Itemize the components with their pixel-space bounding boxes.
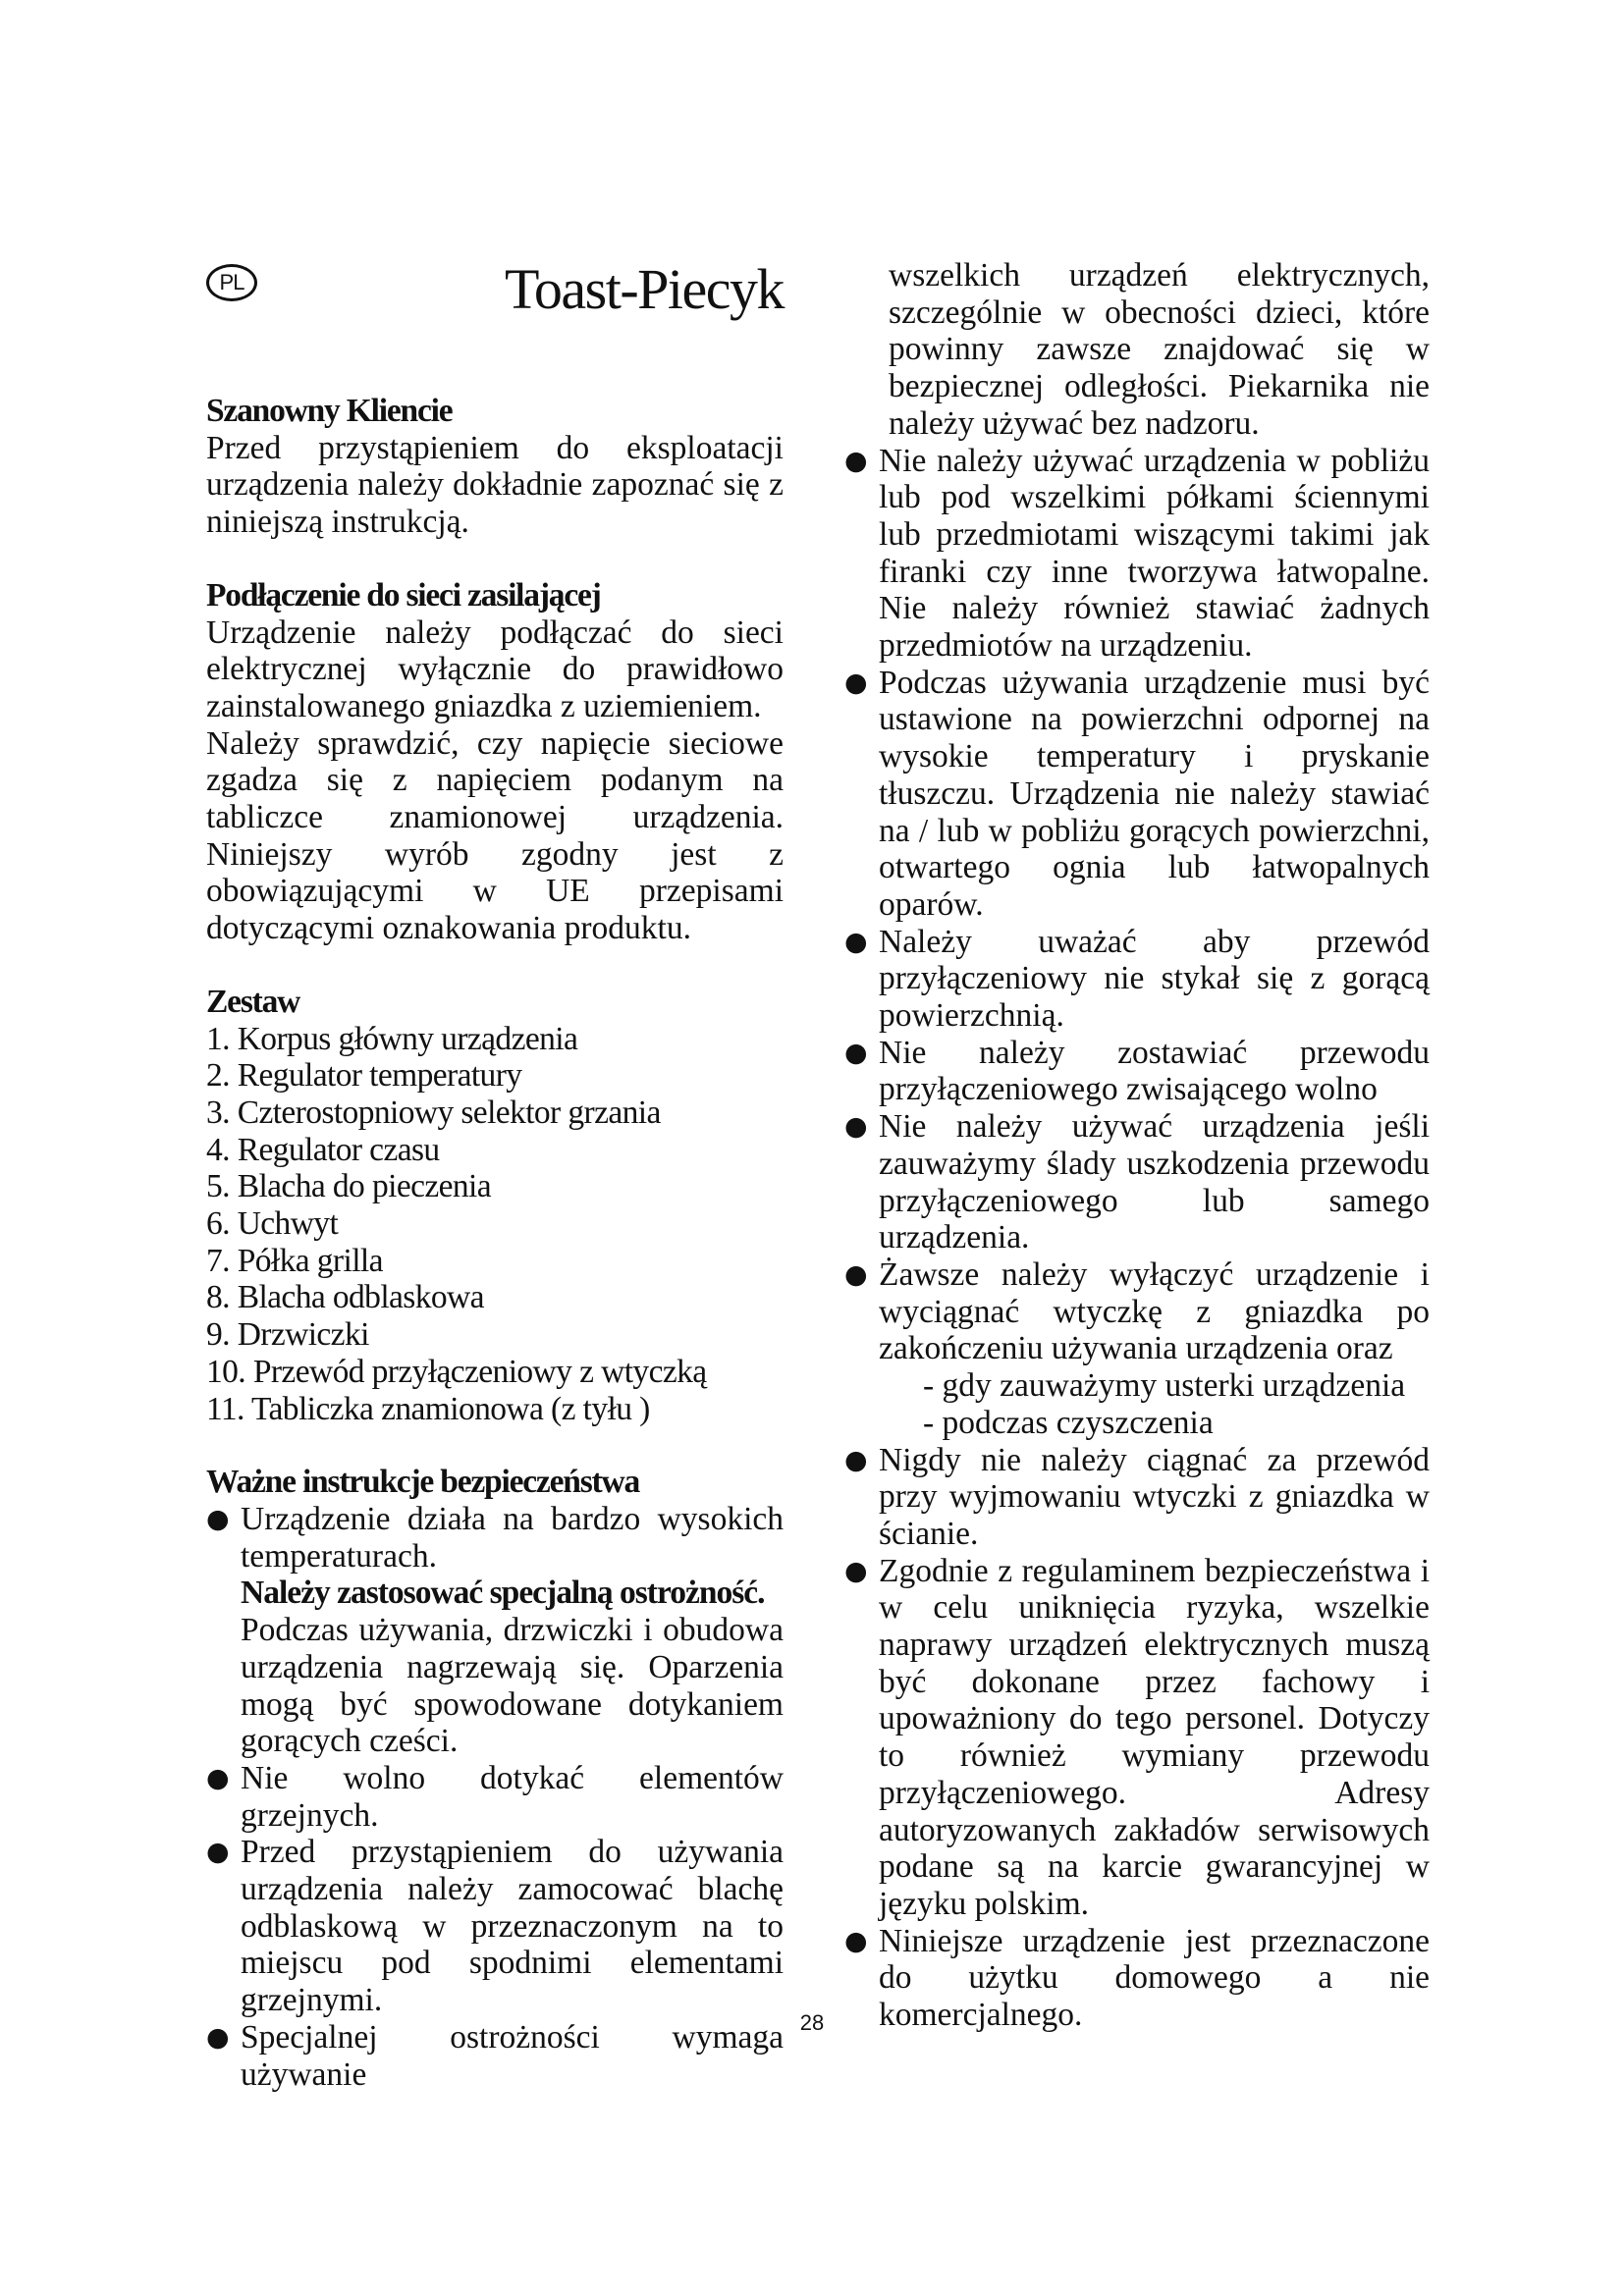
bullet-text: ● Nie wolno dotykać elementów grzejnych. [241, 1759, 784, 1834]
kit-item: 11. Tabliczka znamionowa (z tyłu ) [206, 1390, 650, 1427]
kit-item: 3. Czterostopniowy selektor grzania [206, 1094, 661, 1131]
safety-bullet [844, 924, 1430, 1035]
right-column [844, 257, 1430, 2034]
safety-heading: Ważne instrukcje bezpieczeństwa [206, 1464, 640, 1501]
kit-item: 4. Regulator czasu [206, 1131, 440, 1168]
kit-item: 1. Korpus główny urządzenia [206, 1020, 578, 1057]
kit-list [206, 1021, 784, 1428]
kit-item: 7. Półka grilla [206, 1242, 383, 1279]
language-badge: PL [206, 264, 257, 301]
kit-item: 6. Uchwyt [206, 1205, 339, 1243]
kit-item: 10. Przewód przyłączeniowy z wtyczką [206, 1353, 707, 1390]
power-text-2: Należy sprawdzić, czy napięcie sieciowe zgadza się z napięciem podanym na tabliczce znamionowej urządzenia. Niniejszy wyrób zgodny jest z obowiązującymi w UE przepisami dotyczącymi oznakowania produktu. [206, 724, 784, 947]
safety-bullet [206, 1834, 784, 2019]
bullet-text: ● Żawsze należy wyłączyć urządzenie i wyciągnać wtyczkę z gniazdka po zakończeniu używania urządzenia oraz [879, 1255, 1430, 1367]
safety-bullet [844, 1035, 1430, 1108]
bullet-text: ● Nie należy używać urządzenia w pobliżu lub pod wszelkimi półkami ściennymi lub przedmiotami wiszącymi takimi jak firanki czy inne tworzywa łatwopalne. Nie należy również stawiać żadnych przedmiotów na urządzeniu. [879, 442, 1430, 665]
safety-bullet [206, 1760, 784, 1834]
left-column [206, 257, 784, 2093]
bullet-text: ● Podczas używania urządzenie musi być ustawione na powierzchni odpornej na wysokie temperatury i pryskanie tłuszczu. Urządzenia nie należy stawiać na / lub w pobliżu gorących powierzchni, otwartego ognia lub łatwopalnych oparów. [879, 664, 1430, 923]
page-title: Toast-Piecyk [505, 257, 784, 321]
bullet-text: ● Zgodnie z regulaminem bezpieczeństwa i w celu uniknięcia ryzyka, wszelkie naprawy urządzeń elektrycznych muszą być dokonane przez fachowy i upoważniony do tego personel. Dotyczy to również wymiany przewodu przyłączeniowego. Adresy autoryzowanych zakładów serwisowych podane są na karcie gwarancyjnej w języku polskim. [879, 1552, 1430, 1922]
kit-item: 5. Blacha do pieczenia [206, 1168, 492, 1205]
bullet-warning: Należy zastosować specjalną ostrożność. [241, 1575, 765, 1612]
bullet-subitem: - podczas czyszczenia [923, 1404, 1214, 1441]
safety-bullet [844, 443, 1430, 665]
page-number: 28 [799, 2010, 825, 2035]
bullet-text: ● Przed przystąpieniem do używania urządzenia należy zamocować blachę odblaskową w przeznaczonym na to miejscu pod spodnimi elementami grzejnymi. [241, 1834, 784, 2019]
bullet-text: ● Nigdy nie należy ciągnać za przewód przy wyjmowaniu wtyczki z gniazdka w ścianie. [879, 1441, 1430, 1552]
safety-bullet [844, 1108, 1430, 1256]
bullet-text: ● Nie należy zostawiać przewodu przyłączeniowego zwisającego wolno [879, 1034, 1430, 1108]
kit-item: 9. Drzwiczki [206, 1316, 369, 1354]
safety-bullet [844, 1256, 1430, 1442]
intro-heading: Szanowny Kliencie [206, 393, 453, 429]
safety-bullet [844, 1442, 1430, 1553]
bullet-text: ● Nie należy używać urządzenia jeśli zauważymy ślady uszkodzenia przewodu przyłączeniowego lub samego urządzenia. [879, 1108, 1430, 1256]
bullet-text: ● Niniejsze urządzenie jest przeznaczone do użytku domowego a nie komercjalnego. [879, 1922, 1430, 2034]
bullet-text: ● Należy uważać aby przewód przyłączeniowy nie stykał się z gorącą powierzchnią. [879, 923, 1430, 1035]
power-heading: Podłączenie do sieci zasilającej [206, 576, 601, 614]
kit-item: 8. Blacha odblaskowa [206, 1279, 484, 1316]
bullet-text: ● Specjalnej ostrożności wymaga używanie [241, 2018, 784, 2093]
intro-text: Przed przystąpieniem do eksploatacji urządzenia należy dokładnie zapoznać się z niniejszą instrukcją. [206, 429, 784, 541]
kit-heading: Zestaw [206, 983, 300, 1020]
safety-bullet [844, 1553, 1430, 1923]
power-text-1: Urządzenie należy podłączać do sieci elektrycznej wyłącznie do prawidłowo zainstalowanego gniazdka z uziemieniem. [206, 614, 784, 724]
page-header [206, 257, 784, 393]
bullet-text: ● Urządzenie działa na bardzo wysokich temperaturach. [241, 1500, 784, 1575]
bullet-continuation: wszelkich urządzeń elektrycznych, szczególnie w obecności dzieci, które powinny zawsze znajdować się w bezpiecznej odległości. Piekarnika nie należy używać bez nadzoru. [889, 257, 1430, 442]
safety-bullet [206, 1501, 784, 1760]
kit-item: 2. Regulator temperatury [206, 1057, 522, 1095]
bullet-text: Podczas używania, drzwiczki i obudowa urządzenia nagrzewają się. Oparzenia mogą być spowodowane dotykaniem gorących cześci. [241, 1612, 784, 1760]
bullet-subitem: - gdy zauważymy usterki urządzenia [923, 1367, 1406, 1405]
safety-bullet [844, 665, 1430, 924]
